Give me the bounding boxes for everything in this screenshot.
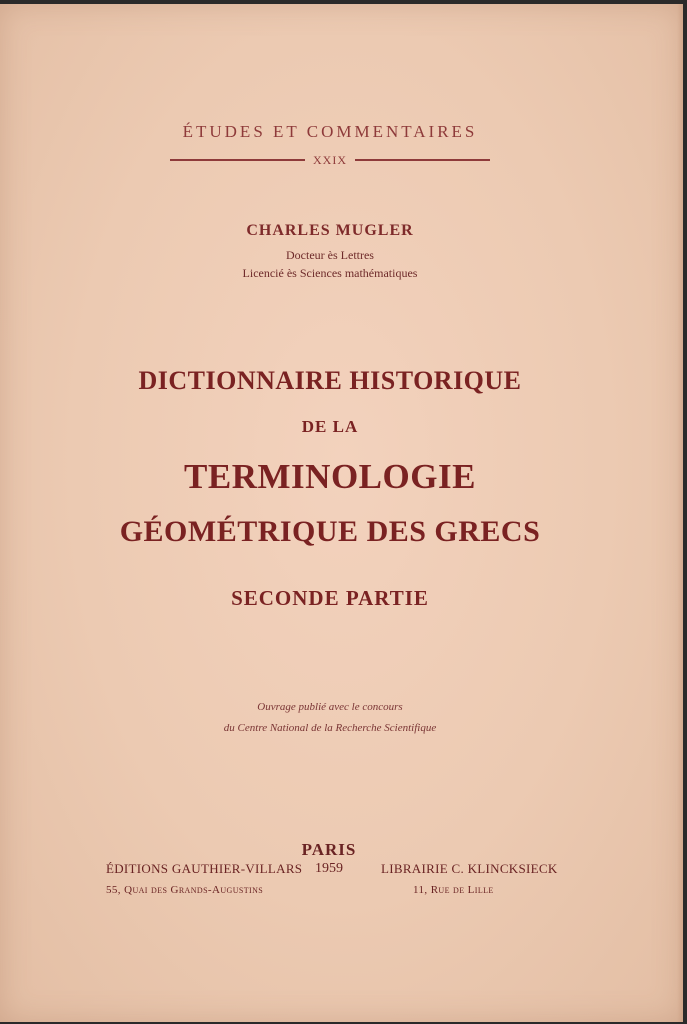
author-name: CHARLES MUGLER [246,222,414,239]
cover-edge-shading [677,4,683,1022]
title-line-1: DICTIONNAIRE HISTORIQUE [138,366,522,395]
series-title: ÉTUDES ET COMMENTAIRES [182,122,478,141]
publisher-right: LIBRAIRIE C. KLINCKSIECK [381,861,558,876]
book-cover [0,4,683,1022]
address-right: 11, Rue de Lille [413,884,494,896]
imprint-city: PARIS [301,840,357,859]
publisher-left: ÉDITIONS GAUTHIER-VILLARS [106,861,303,876]
author-degree-2: Licencié ès Sciences mathématiques [242,266,418,280]
imprint-year: 1959 [315,861,343,876]
title-line-4: GÉOMÉTRIQUE DES GRECS [119,515,541,548]
title-line-2: DE LA [301,417,359,436]
address-left: 55, Quai des Grands-Augustins [106,884,264,896]
left-rule-divider [170,159,305,161]
sponsor-line-2: du Centre National de la Recherche Scientifique [223,722,437,734]
series-number: XXIX [313,152,347,167]
right-rule-divider [355,159,490,161]
sponsor-line-1: Ouvrage publié avec le concours [257,701,403,713]
subtitle-part: SECONDE PARTIE [231,586,429,610]
series-number-row [170,150,490,170]
author-degree-1: Docteur ès Lettres [286,248,374,262]
title-line-3: TERMINOLOGIE [184,457,476,496]
